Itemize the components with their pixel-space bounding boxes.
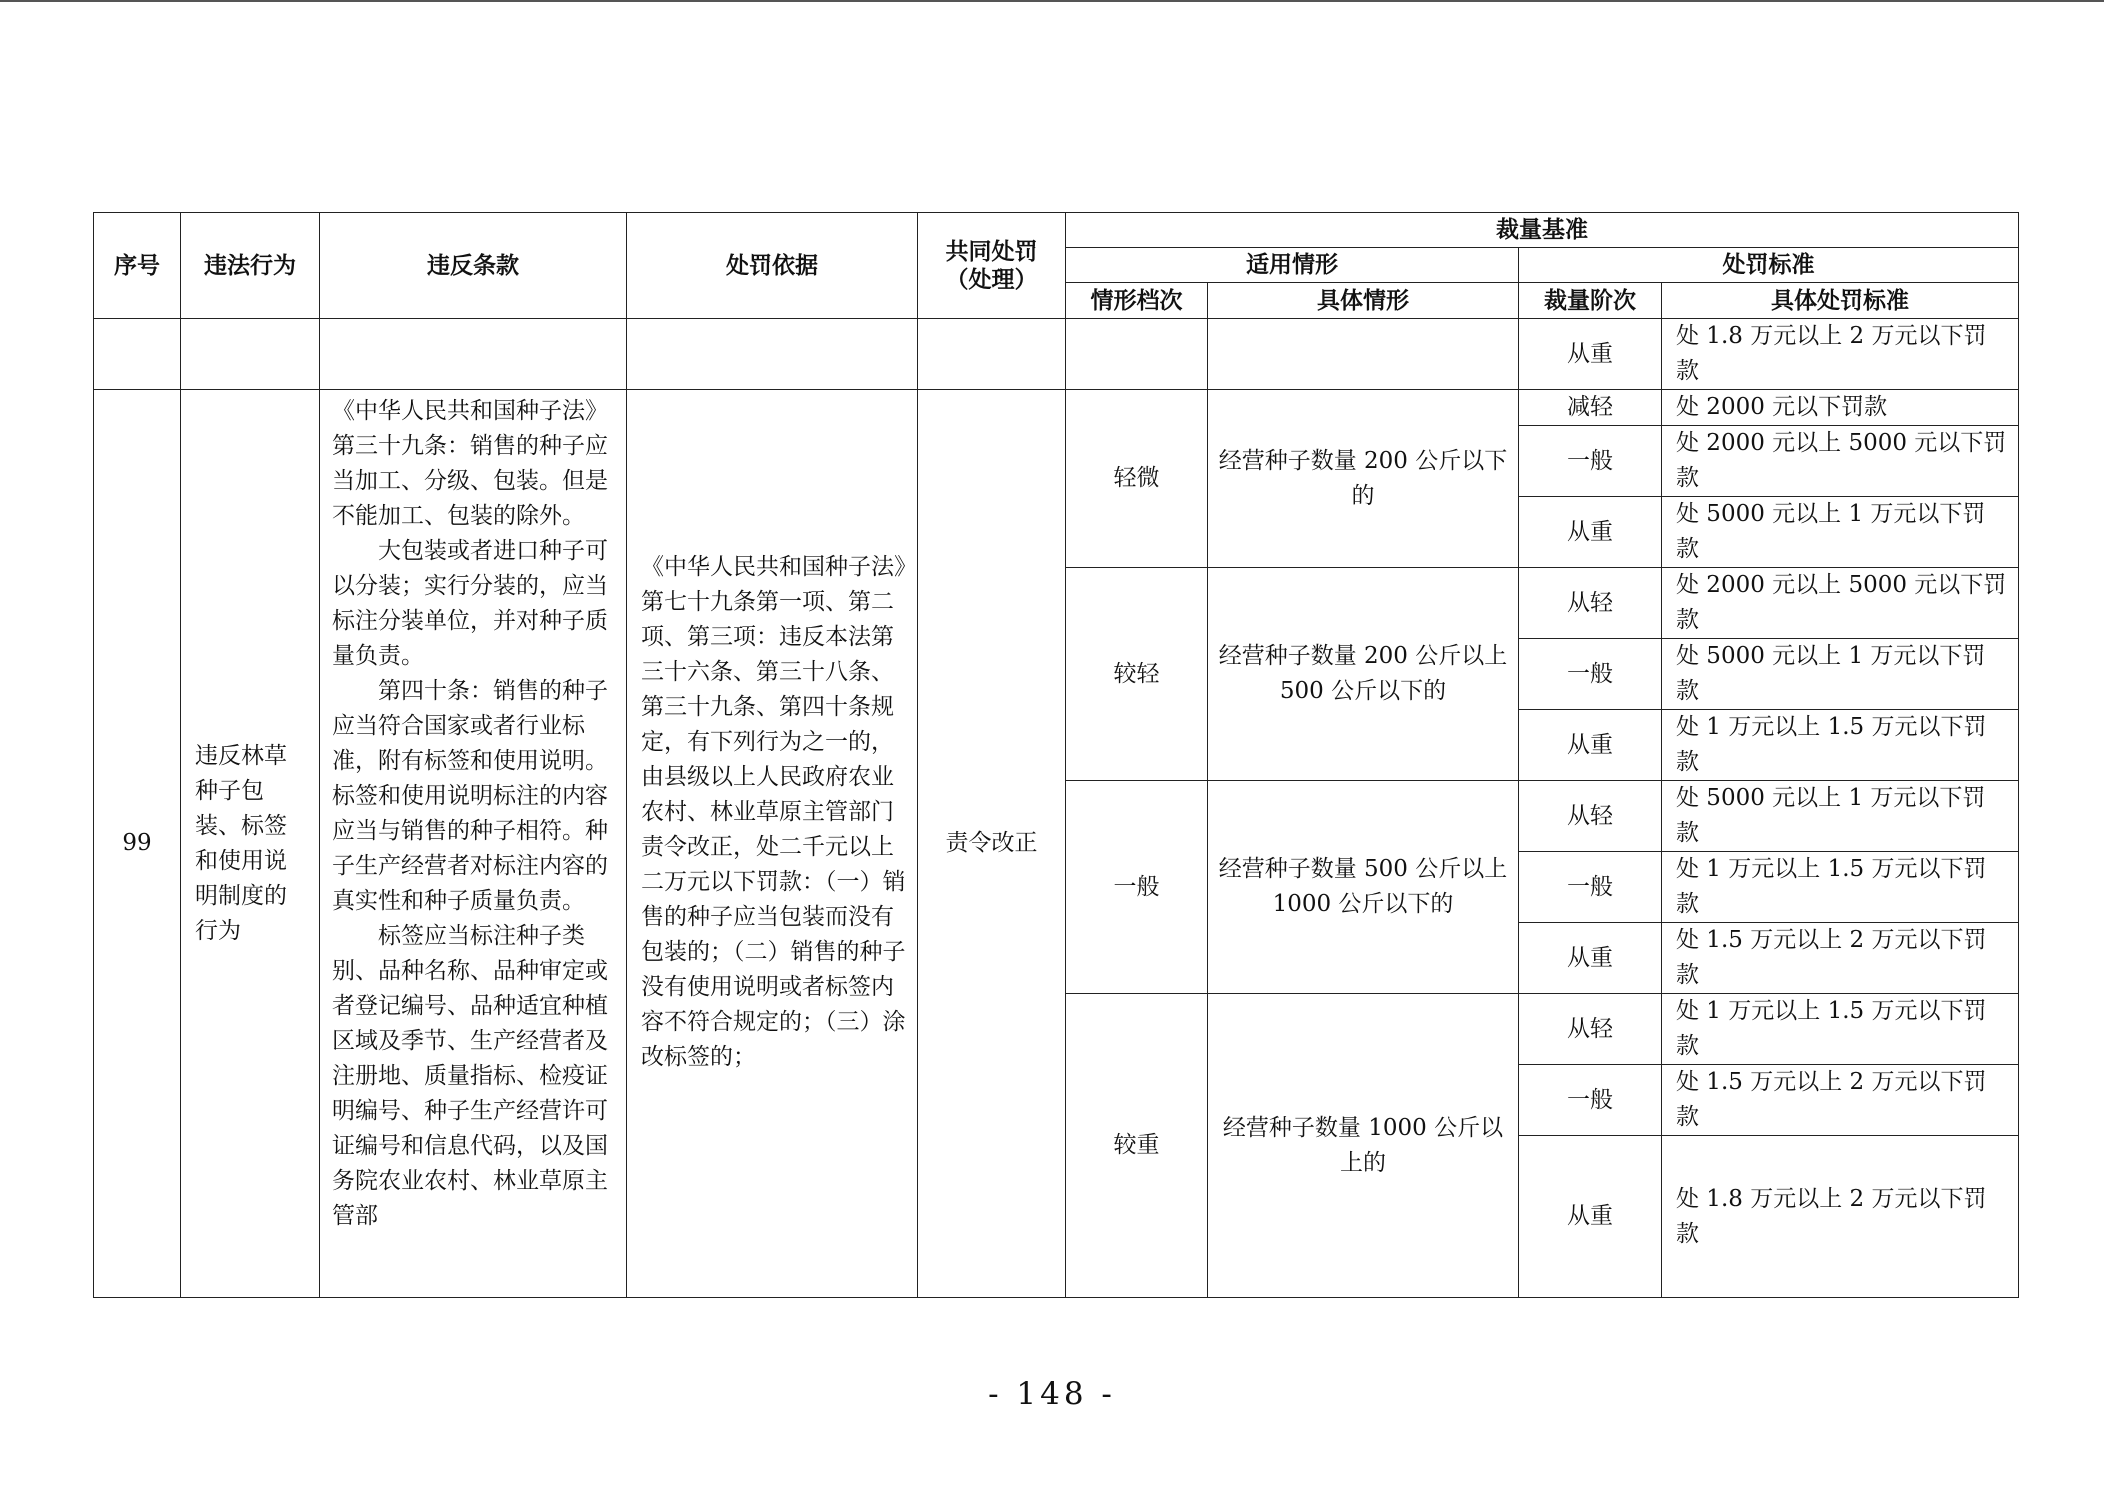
record-clause — [320, 390, 627, 1298]
tier-penalty: 处 2000 元以下罚款 — [1662, 390, 2019, 426]
tier-penalty: 处 5000 元以上 1 万元以下罚款 — [1662, 497, 2019, 568]
tier-level: 较重 — [1066, 994, 1208, 1298]
header-basis: 处罚依据 — [627, 213, 918, 319]
record-basis: 《中华人民共和国种子法》第七十九条第一项、第二项、第三项：违反本法第三十六条、第三十八条、第三十九条、第四十条规定，有下列行为之一的，由县级以上人民政府农业农村、林业草原主管部门责令改正，处二千元以上二万元以下罚款：（一）销售的种子应当包装而没有包装的；（二）销售的种子没有使用说明或者标签内容不符合规定的；（三）涂改标签的； — [627, 390, 918, 1298]
clause-paragraph: 标签应当标注种子类别、品种名称、品种审定或者登记编号、品种适宜种植区域及季节、生产经营者及注册地、质量指标、检疫证明编号、种子生产经营许可证编号和信息代码，以及国务院农业农村、林业草原主管部 — [332, 923, 608, 1229]
tier-situation: 经营种子数量 1000 公斤以上的 — [1208, 994, 1519, 1298]
header-common-line1: 共同处罚 — [945, 238, 1038, 265]
header-situation: 具体情形 — [1208, 283, 1519, 319]
tier-situation: 经营种子数量 200 公斤以上 500 公斤以下的 — [1208, 568, 1519, 781]
tier-penalty: 处 5000 元以上 1 万元以下罚款 — [1662, 781, 2019, 852]
tier-penalty: 处 1.5 万元以上 2 万元以下罚款 — [1662, 923, 2019, 994]
tier-grade: 从重 — [1519, 1136, 1662, 1298]
header-penalty: 具体处罚标准 — [1662, 283, 2019, 319]
record-seq: 99 — [94, 390, 181, 1298]
table-row — [94, 390, 2019, 426]
tier-grade: 从轻 — [1519, 781, 1662, 852]
tier-level: 一般 — [1066, 781, 1208, 994]
carryover-empty-cell — [320, 319, 627, 390]
tier-grade: 一般 — [1519, 1065, 1662, 1136]
clause-paragraph: 第四十条：销售的种子应当符合国家或者行业标准，附有标签和使用说明。标签和使用说明标注的内容应当与销售的种子相符。种子生产经营者对标注内容的真实性和种子质量负责。 — [332, 678, 608, 914]
tier-situation: 经营种子数量 500 公斤以上 1000 公斤以下的 — [1208, 781, 1519, 994]
tier-penalty: 处 1 万元以上 1.5 万元以下罚款 — [1662, 994, 2019, 1065]
penalty-discretion-table — [93, 212, 2019, 1298]
record-behavior: 违反林草种子包装、标签和使用说明制度的行为 — [181, 390, 320, 1298]
clause-paragraph: 大包装或者进口种子可以分装；实行分装的，应当标注分装单位，并对种子质量负责。 — [332, 538, 608, 669]
tier-penalty: 处 2000 元以上 5000 元以下罚款 — [1662, 568, 2019, 639]
page-top-rule — [0, 0, 2104, 2]
header-grade: 裁量阶次 — [1519, 283, 1662, 319]
carryover-empty-cell — [181, 319, 320, 390]
tier-grade: 一般 — [1519, 639, 1662, 710]
tier-grade: 减轻 — [1519, 390, 1662, 426]
carryover-empty-cell — [627, 319, 918, 390]
tier-penalty: 处 1.8 万元以上 2 万元以下罚款 — [1662, 1136, 2019, 1298]
tier-grade: 从轻 — [1519, 568, 1662, 639]
record-common: 责令改正 — [918, 390, 1066, 1298]
header-common — [918, 213, 1066, 319]
tier-penalty: 处 2000 元以上 5000 元以下罚款 — [1662, 426, 2019, 497]
tier-grade: 从重 — [1519, 497, 1662, 568]
header-discretion: 裁量基准 — [1066, 213, 2019, 248]
tier-grade: 一般 — [1519, 852, 1662, 923]
carryover-grade: 从重 — [1519, 319, 1662, 390]
carryover-penalty: 处 1.8 万元以上 2 万元以下罚款 — [1662, 319, 2019, 390]
tier-situation: 经营种子数量 200 公斤以下的 — [1208, 390, 1519, 568]
header-behavior: 违法行为 — [181, 213, 320, 319]
carryover-empty-cell — [918, 319, 1066, 390]
carryover-empty-cell — [94, 319, 181, 390]
tier-level: 轻微 — [1066, 390, 1208, 568]
tier-penalty: 处 1 万元以上 1.5 万元以下罚款 — [1662, 710, 2019, 781]
carryover-row — [94, 319, 2019, 390]
tier-penalty: 处 1 万元以上 1.5 万元以下罚款 — [1662, 852, 2019, 923]
tier-penalty: 处 5000 元以上 1 万元以下罚款 — [1662, 639, 2019, 710]
header-applicable: 适用情形 — [1066, 248, 1519, 283]
tier-penalty: 处 1.5 万元以上 2 万元以下罚款 — [1662, 1065, 2019, 1136]
header-standard: 处罚标准 — [1519, 248, 2019, 283]
header-common-line2: （处理） — [945, 266, 1038, 293]
tier-grade: 从重 — [1519, 923, 1662, 994]
clause-paragraph: 《中华人民共和国种子法》第三十九条：销售的种子应当加工、分级、包装。但是不能加工、包装的除外。 — [332, 398, 608, 529]
tier-grade: 从轻 — [1519, 994, 1662, 1065]
tier-grade: 从重 — [1519, 710, 1662, 781]
tier-level: 较轻 — [1066, 568, 1208, 781]
page-number: - 148 - — [988, 1376, 1116, 1412]
header-clause: 违反条款 — [320, 213, 627, 319]
header-seq: 序号 — [94, 213, 181, 319]
tier-grade: 一般 — [1519, 426, 1662, 497]
carryover-empty-cell — [1208, 319, 1519, 390]
carryover-empty-cell — [1066, 319, 1208, 390]
header-level: 情形档次 — [1066, 283, 1208, 319]
